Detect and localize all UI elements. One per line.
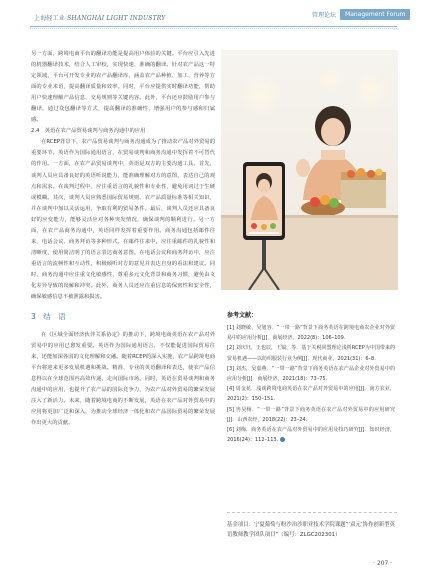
- reference-item: [5] 冉昊杨．“一带一路”背景下商务英语在农产品对外贸易中的应用研究[J]．山西农经，2018(22)：23–24.: [227, 406, 395, 423]
- footnote-divider: [227, 512, 397, 513]
- paragraph-negotiation: 在RCEP背景下，农产品贸易谈判与商务沟通成为了推动农产品对外贸易的重要环节。英语作为国际通用语言，在贸易谈判和商务沟通中发挥着不可替代的作用。一方面，在农产品贸易谈判中，英语是双方的主要沟通工具。首先，谈判人员应具备良好的英语听说能力，能准确理解对方的意图，表达自己的观点和需求。在谈判过程中，应注重语言的礼貌性和专业性，避免用词过于生硬或模糊。其次，谈判人员应熟悉国际贸易规则、农产品质量标准等相关知识，并在谈判中加以灵活运用，争取有利的贸易条件。最后，谈判人员还应具备良好的应变能力，能够灵活应对各种突发情况，确保谈判的顺利进行。另一方面，在农产品商务沟通中，英语同样发挥着重要作用。商务沟通包括邮件往来、电话会议、商务拜访等多种形式。在邮件往来中，应注重邮件的礼貌性和清晰度，使用简洁明了的语言表达商务意图。在电话会议和商务拜访中，应注重语言的流畅性和互动性，积极倾听对方的意见并表达自身的看法和建议。同时，商务沟通中应注重文化敏感性，尊重多元文化背景和商务习惯，避免由文化差异导致的误解和冲突。此外，商务人员还应注重信息的保密性和安全性，确保敏感信息不被泄露和损害。: [31, 139, 215, 301]
- livestream-photo: [221, 50, 398, 290]
- column-header: [312, 9, 410, 20]
- journal-name-en: SHANGHAI LIGHT INDUSTRY: [67, 15, 166, 22]
- column-name-cn: 管理论坛: [312, 12, 337, 19]
- journal-name-cn: 上海轻工业: [34, 15, 66, 22]
- reference-item-text: [6] 刘梅．商务英语在农产品对外贸易中的应用及技巧研究[J]．知识经济，2016(24)：112–113.: [227, 427, 395, 444]
- article-body: [31, 49, 215, 430]
- header-divider: [30, 26, 397, 27]
- reference-item: [1] 刘晓敏，吴旭容．“一带一路”背景下商务英语在跨境电商农企业对外贸易中的应用分析[J]．商展经济，2022(8)：106–109.: [227, 325, 395, 342]
- section-heading-2-4: 2.4 英语在农产品贸易谈判与商务沟通中的应用: [31, 128, 146, 135]
- section-heading-conclusion: 3 结 语: [31, 312, 66, 322]
- references-title: 参考文献：: [227, 312, 258, 319]
- page-number: · 207 ·: [373, 560, 393, 567]
- paragraph-conclusion: 在《区域全面经济伙伴关系协定》的推动下，跨境电商英语在农产品对外贸易中的应用已愈发重要。英语作为国际通用语言，不仅能促进国际贸易往来，还能加深各国的文化理解和交融。随着RCEP的深入实施，农产品跨境电商平台将迎来更多发展机遇和挑战。精准、专业的英语翻译和表达，使农产品信息得以在全球范围内高效传递，走向国际市场。同时，英语在贸易谈判和商务沟通中的应用，也提升了农产品的国际竞争力，为农产品对外贸易的繁荣发展注入了新活力。未来，随着跨境电商的不断发展，英语在农产品对外贸易中的应用将更加广泛和深入，为推动全球经济一体化和农产品国际贸易的繁荣发展作出更大的贡献。: [31, 332, 215, 427]
- header-dotted-divider: [30, 28, 397, 29]
- funding-note: [227, 520, 395, 541]
- livestream-illustration: [221, 50, 398, 290]
- journal-header: [34, 13, 165, 22]
- reference-item: [227, 425, 395, 445]
- paragraph-platform-translation: 另一方面，跨境电商平台的翻译功能是提高用户体验的关键。平台应引入先进的机器翻译技术，结合人工审校，实现快速、准确的翻译。针对农产品这一特定领域，平台可开发专业的农产品翻译库，涵盖农产品种植、加工、营养等方面的专业术语，提高翻译质量和效率。同时，平台应提供实时翻译功能，帮助用户快速理解产品信息、交易规则等关键内容。此外，平台还应鼓励用户参与翻译，通过众包翻译等方式，提高翻译的准确性，增强用户的参与感和归属感。: [31, 51, 215, 124]
- column-name-badge: Management Forum: [340, 9, 410, 20]
- reference-item: [3] 刘杰，吴嘉燕．“一带一路”背景下商务英语在农产品企业对外贸易中的应用分析[J]．商展经济，2021(18)：73–75.: [227, 365, 395, 383]
- funding-text: 基金项目：宁夏葡萄与粉沙治沙职业技术学院课题“‘双元’协作创新型英语教师教学团队项目”（编号：ZLGC202301）: [227, 522, 395, 539]
- blue-circle-icon: [280, 437, 285, 442]
- reference-item: [4] 周金花．浅谈跨境电商英语在农产品对外贸易中的应用[J]．南方农业，2021(2)：150–151.: [227, 386, 395, 403]
- references: [227, 311, 395, 445]
- reference-item: [2] 刘庆钰，王也辰，王镐，等．基于关税同盟理论浅析RCEP为中国带来的贸易机遇——以纺织服装行业为例[J]．现代商业，2021(31)：6–8.: [227, 345, 395, 362]
